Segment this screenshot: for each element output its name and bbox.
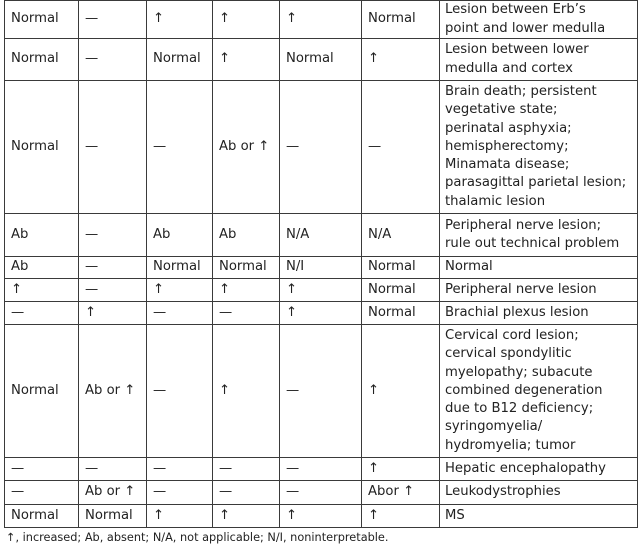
cell: Ab or ↑: [79, 481, 147, 505]
interpretation-line: hemispherectomy;: [445, 138, 569, 154]
table-row: [5, 279, 638, 302]
cell: Normal: [213, 257, 280, 279]
table-row: [5, 505, 638, 528]
cell: Normal: [280, 39, 362, 81]
table-row: [5, 481, 638, 505]
cell: —: [280, 81, 362, 214]
cell: ↑: [213, 279, 280, 302]
table-row: [5, 214, 638, 257]
cell: ↑: [147, 1, 213, 39]
cell: ↑: [147, 279, 213, 302]
interpretation-line: medulla and cortex: [445, 60, 573, 76]
results-table: [4, 0, 638, 528]
table-row: [5, 39, 638, 81]
cell: Normal: [362, 1, 440, 39]
cell: —: [280, 325, 362, 458]
cell: ↑: [280, 302, 362, 325]
cell: ↑: [213, 505, 280, 528]
cell: ↑: [213, 1, 280, 39]
cell: Normal: [79, 505, 147, 528]
interpretation-line: Leukodystrophies: [445, 484, 561, 500]
cell: ↑: [362, 505, 440, 528]
cell: ↑: [147, 505, 213, 528]
interpretation-line: hydromyelia; tumor: [445, 437, 576, 453]
table-row: [5, 257, 638, 279]
interpretation-line: Lesion between lower: [445, 42, 589, 58]
cell: Ab or ↑: [79, 325, 147, 458]
interpretation-line: syringomyelia/: [445, 419, 543, 435]
table-row: [5, 1, 638, 39]
cell: Ab or ↑: [213, 81, 280, 214]
interpretation-line: point and lower medulla: [445, 20, 606, 36]
cell: —: [79, 279, 147, 302]
cell: ↑: [280, 279, 362, 302]
table-row: [5, 302, 638, 325]
cell: —: [213, 481, 280, 505]
interpretation-line: Hepatic encephalopathy: [445, 460, 606, 476]
cell: —: [280, 481, 362, 505]
cell: —: [147, 325, 213, 458]
cell: —: [79, 1, 147, 39]
table-footnote: ↑, increased; Ab, absent; N/A, not applicable; N/I, noninterpretable.: [6, 531, 389, 544]
interpretation-line: parasagittal parietal lesion;: [445, 175, 627, 191]
cell: —: [362, 81, 440, 214]
interpretation-line: Normal: [445, 259, 493, 275]
cell: Normal: [5, 325, 79, 458]
interpretation-cell: [440, 458, 638, 481]
interpretation-cell: [440, 505, 638, 528]
cell: Normal: [362, 279, 440, 302]
cell: —: [79, 257, 147, 279]
cell: —: [5, 302, 79, 325]
interpretation-line: Cervical cord lesion;: [445, 328, 579, 344]
cell: —: [79, 214, 147, 257]
interpretation-line: cervical spondylitic: [445, 346, 572, 362]
cell: —: [79, 81, 147, 214]
interpretation-cell: [440, 81, 638, 214]
cell: ↑: [280, 505, 362, 528]
cell: Abor ↑: [362, 481, 440, 505]
interpretation-cell: [440, 325, 638, 458]
interpretation-cell: [440, 302, 638, 325]
interpretation-line: thalamic lesion: [445, 193, 546, 209]
cell: —: [79, 458, 147, 481]
interpretation-line: Peripheral nerve lesion: [445, 281, 597, 297]
cell: ↑: [362, 39, 440, 81]
cell: Normal: [147, 39, 213, 81]
cell: Ab: [5, 257, 79, 279]
cell: —: [5, 458, 79, 481]
cell: N/I: [280, 257, 362, 279]
interpretation-line: MS: [445, 507, 465, 523]
interpretation-line: Brain death; persistent: [445, 84, 597, 100]
cell: —: [213, 458, 280, 481]
cell: Normal: [5, 39, 79, 81]
table-row: [5, 325, 638, 458]
cell: ↑: [362, 458, 440, 481]
interpretation-line: Peripheral nerve lesion;: [445, 217, 602, 233]
interpretation-cell: [440, 214, 638, 257]
interpretation-line: due to B12 deficiency;: [445, 401, 594, 417]
interpretation-cell: [440, 1, 638, 39]
interpretation-line: vegetative state;: [445, 102, 558, 118]
cell: ↑: [280, 1, 362, 39]
interpretation-line: perinatal asphyxia;: [445, 120, 572, 136]
cell: —: [147, 481, 213, 505]
cell: Ab: [213, 214, 280, 257]
interpretation-cell: [440, 279, 638, 302]
cell: —: [280, 458, 362, 481]
interpretation-line: myelopathy; subacute: [445, 364, 593, 380]
interpretation-cell: [440, 39, 638, 81]
interpretation-line: Lesion between Erb’s: [445, 2, 586, 18]
interpretation-cell: [440, 257, 638, 279]
interpretation-line: rule out technical problem: [445, 236, 620, 251]
interpretation-line: combined degeneration: [445, 382, 603, 398]
cell: Ab: [5, 214, 79, 257]
cell: —: [5, 481, 79, 505]
table-row: [5, 81, 638, 214]
cell: N/A: [362, 214, 440, 257]
interpretation-line: Brachial plexus lesion: [445, 304, 589, 320]
results-table-wrapper: [4, 0, 637, 528]
cell: ↑: [213, 325, 280, 458]
cell: ↑: [5, 279, 79, 302]
cell: Normal: [5, 505, 79, 528]
cell: —: [147, 458, 213, 481]
cell: Normal: [362, 302, 440, 325]
cell: Normal: [5, 1, 79, 39]
cell: Normal: [5, 81, 79, 214]
cell: Ab: [147, 214, 213, 257]
cell: —: [147, 302, 213, 325]
interpretation-line: Minamata disease;: [445, 157, 570, 173]
cell: ↑: [213, 39, 280, 81]
cell: —: [213, 302, 280, 325]
cell: —: [79, 39, 147, 81]
interpretation-cell: [440, 481, 638, 505]
cell: ↑: [79, 302, 147, 325]
cell: ↑: [362, 325, 440, 458]
cell: N/A: [280, 214, 362, 257]
cell: —: [147, 81, 213, 214]
table-row: [5, 458, 638, 481]
cell: Normal: [362, 257, 440, 279]
cell: Normal: [147, 257, 213, 279]
